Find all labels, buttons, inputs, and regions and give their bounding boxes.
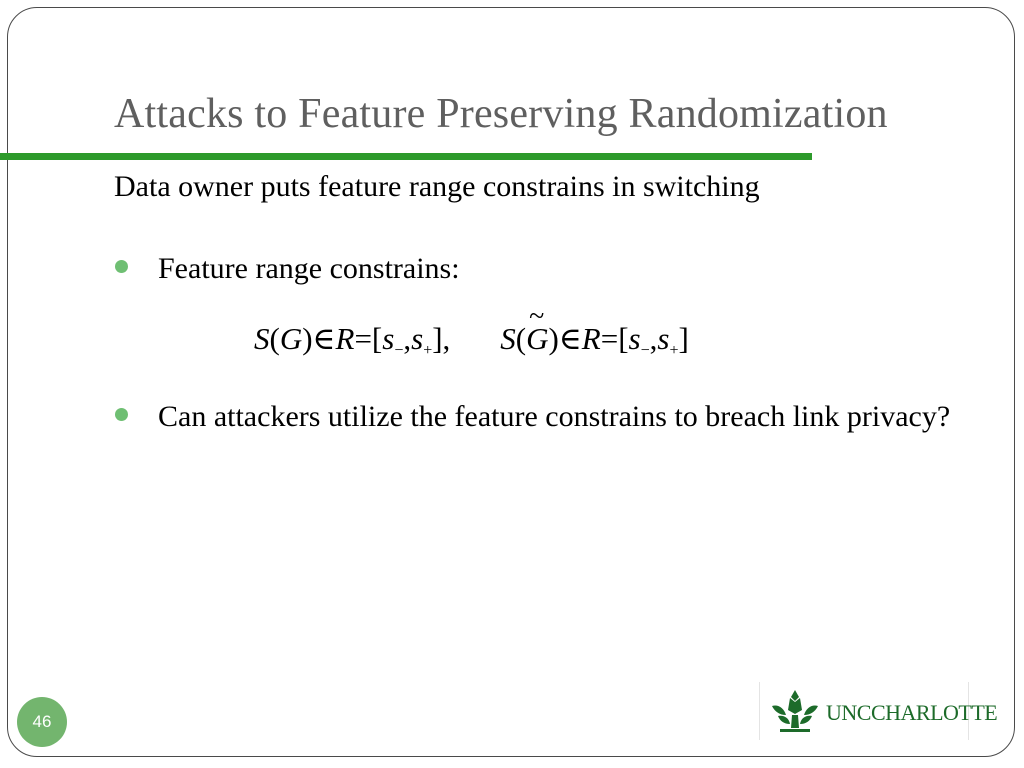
formula-symbol: G	[279, 321, 303, 356]
formula-symbol: s	[628, 321, 641, 356]
formula-subscript: −	[640, 342, 650, 359]
bullet-item: Feature range constrains:	[158, 252, 460, 285]
formula-symbol: ,	[649, 321, 658, 356]
formula-symbol: ]	[678, 321, 689, 356]
formula-symbol: ∈	[558, 321, 582, 356]
university-logo	[759, 682, 998, 740]
formula-symbol: [	[618, 321, 629, 356]
formula-symbol: s	[411, 321, 424, 356]
formula-symbol: ],	[432, 321, 451, 356]
formula-symbol: [	[371, 321, 383, 356]
bullet-item: Can attackers utilize the feature constrains to breach link privacy?	[158, 400, 951, 433]
formula-symbol: S	[500, 321, 516, 356]
formula-symbol: ,	[403, 321, 412, 356]
formula-subscript: −	[394, 342, 404, 359]
formula-symbol: =	[354, 321, 372, 356]
formula-symbol: =	[600, 321, 619, 356]
unc-charlotte-crown-icon	[768, 688, 822, 734]
bullet-dot	[115, 260, 128, 273]
formula-subscript: +	[423, 342, 433, 359]
title-underline	[0, 153, 812, 160]
formula-symbol: ∈	[312, 321, 336, 356]
formula-symbol: R	[581, 321, 601, 356]
formula-symbol: ~ G	[526, 321, 548, 357]
formula-symbol: R	[335, 321, 355, 356]
feature-range-formula: $S(G)\in R=[s_-,s_+]$, S(~ $G)\in R=[s_-,s_+]$	[254, 321, 689, 360]
bullet-dot	[115, 408, 128, 421]
formula-symbol: S	[254, 321, 270, 356]
intro-text: Data owner puts feature range constrains in switching	[114, 170, 760, 203]
formula-subscript: +	[669, 342, 679, 359]
logo-wordmark: UNCCHARLOTTE	[826, 700, 998, 725]
slide-title: Attacks to Feature Preserving Randomization	[114, 91, 888, 137]
formula-symbol: s	[657, 321, 670, 356]
formula-symbol: s	[382, 321, 395, 356]
page-number-badge: 46	[17, 697, 67, 747]
